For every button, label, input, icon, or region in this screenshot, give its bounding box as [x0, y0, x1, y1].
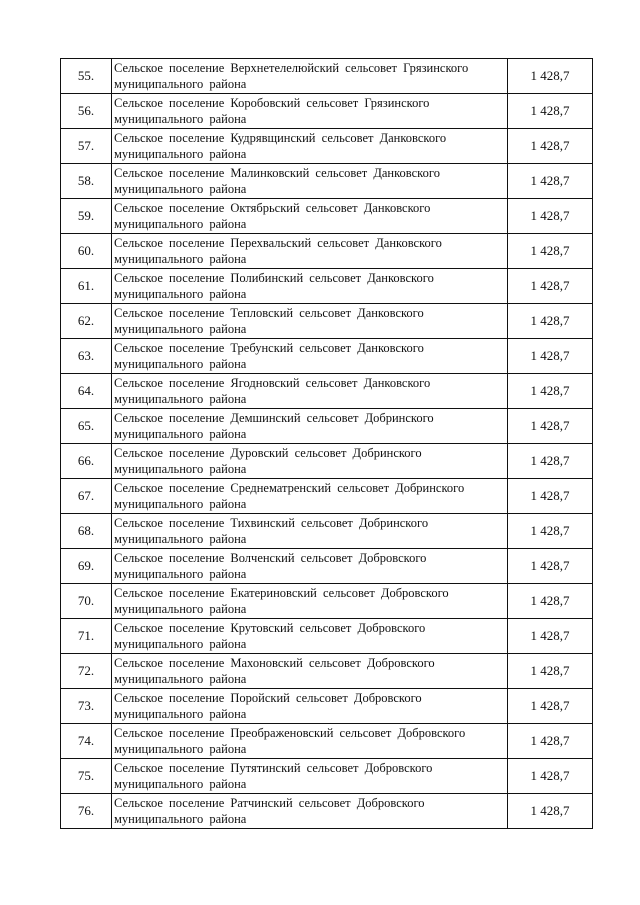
- row-number: 65.: [61, 409, 112, 444]
- table-row: [61, 199, 593, 234]
- row-number: 72.: [61, 654, 112, 689]
- settlement-name: Сельское поселение Полибинский сельсовет Данковского муниципального района: [114, 271, 434, 301]
- row-number: 55.: [61, 59, 112, 94]
- table-row: [61, 234, 593, 269]
- amount-value: 1 428,7: [508, 269, 593, 304]
- settlement-name-cell: [112, 444, 508, 479]
- amount-value: 1 428,7: [508, 234, 593, 269]
- row-number: 56.: [61, 94, 112, 129]
- settlement-name: Сельское поселение Ратчинский сельсовет Добровского муниципального района: [114, 796, 425, 826]
- table-row: [61, 549, 593, 584]
- settlement-name: Сельское поселение Среднематренский сельсовет Добринского муниципального района: [114, 481, 465, 511]
- row-number: 59.: [61, 199, 112, 234]
- table-row: [61, 129, 593, 164]
- settlement-name-cell: [112, 759, 508, 794]
- row-number: 61.: [61, 269, 112, 304]
- row-number: 62.: [61, 304, 112, 339]
- amount-value: 1 428,7: [508, 444, 593, 479]
- settlement-name-cell: [112, 479, 508, 514]
- row-number: 69.: [61, 549, 112, 584]
- table-row: [61, 409, 593, 444]
- settlement-name: Сельское поселение Тепловский сельсовет Данковского муниципального района: [114, 306, 424, 336]
- amount-value: 1 428,7: [508, 164, 593, 199]
- settlement-name: Сельское поселение Верхнетелелюйский сельсовет Грязинского муниципального района: [114, 61, 469, 91]
- amount-value: 1 428,7: [508, 724, 593, 759]
- row-number: 74.: [61, 724, 112, 759]
- settlement-name: Сельское поселение Коробовский сельсовет Грязинского муниципального района: [114, 96, 430, 126]
- row-number: 68.: [61, 514, 112, 549]
- settlement-name-cell: [112, 584, 508, 619]
- table-row: [61, 269, 593, 304]
- table-row: [61, 794, 593, 829]
- row-number: 64.: [61, 374, 112, 409]
- settlement-name: Сельское поселение Кудрявщинский сельсовет Данковского муниципального района: [114, 131, 447, 161]
- row-number: 57.: [61, 129, 112, 164]
- table-row: [61, 619, 593, 654]
- allocation-table: [60, 58, 593, 829]
- settlement-name-cell: [112, 689, 508, 724]
- amount-value: 1 428,7: [508, 759, 593, 794]
- settlement-name: Сельское поселение Перехвальский сельсовет Данковского муниципального района: [114, 236, 442, 266]
- settlement-name: Сельское поселение Требунский сельсовет Данковского муниципального района: [114, 341, 424, 371]
- table-row: [61, 479, 593, 514]
- amount-value: 1 428,7: [508, 374, 593, 409]
- settlement-name-cell: [112, 59, 508, 94]
- settlement-name-cell: [112, 199, 508, 234]
- amount-value: 1 428,7: [508, 584, 593, 619]
- settlement-name-cell: [112, 619, 508, 654]
- settlement-name-cell: [112, 409, 508, 444]
- amount-value: 1 428,7: [508, 94, 593, 129]
- table-row: [61, 514, 593, 549]
- settlement-name-cell: [112, 654, 508, 689]
- amount-value: 1 428,7: [508, 514, 593, 549]
- table-row: [61, 444, 593, 479]
- settlement-name-cell: [112, 269, 508, 304]
- settlement-name: Сельское поселение Демшинский сельсовет Добринского муниципального района: [114, 411, 434, 441]
- settlement-name: Сельское поселение Октябрьский сельсовет Данковского муниципального района: [114, 201, 431, 231]
- table-row: [61, 374, 593, 409]
- table-row: [61, 759, 593, 794]
- settlement-name: Сельское поселение Тихвинский сельсовет Добринского муниципального района: [114, 516, 429, 546]
- row-number: 66.: [61, 444, 112, 479]
- amount-value: 1 428,7: [508, 129, 593, 164]
- amount-value: 1 428,7: [508, 304, 593, 339]
- settlement-name: Сельское поселение Волченский сельсовет Добровского муниципального района: [114, 551, 427, 581]
- settlement-name-cell: [112, 724, 508, 759]
- amount-value: 1 428,7: [508, 59, 593, 94]
- table-row: [61, 304, 593, 339]
- table-row: [61, 339, 593, 374]
- settlement-name-cell: [112, 164, 508, 199]
- amount-value: 1 428,7: [508, 654, 593, 689]
- row-number: 73.: [61, 689, 112, 724]
- row-number: 76.: [61, 794, 112, 829]
- amount-value: 1 428,7: [508, 619, 593, 654]
- table-row: [61, 724, 593, 759]
- table-row: [61, 164, 593, 199]
- settlement-name: Сельское поселение Путятинский сельсовет Добровского муниципального района: [114, 761, 433, 791]
- amount-value: 1 428,7: [508, 199, 593, 234]
- settlement-name-cell: [112, 129, 508, 164]
- row-number: 70.: [61, 584, 112, 619]
- amount-value: 1 428,7: [508, 689, 593, 724]
- settlement-name: Сельское поселение Преображеновский сельсовет Добровского муниципального района: [114, 726, 466, 756]
- settlement-name-cell: [112, 514, 508, 549]
- table-body: [61, 59, 593, 829]
- settlement-name: Сельское поселение Дуровский сельсовет Добринского муниципального района: [114, 446, 422, 476]
- table-row: [61, 689, 593, 724]
- row-number: 58.: [61, 164, 112, 199]
- settlement-name: Сельское поселение Поройский сельсовет Добровского муниципального района: [114, 691, 422, 721]
- settlement-name-cell: [112, 304, 508, 339]
- settlement-name-cell: [112, 549, 508, 584]
- row-number: 75.: [61, 759, 112, 794]
- row-number: 71.: [61, 619, 112, 654]
- row-number: 60.: [61, 234, 112, 269]
- amount-value: 1 428,7: [508, 794, 593, 829]
- row-number: 63.: [61, 339, 112, 374]
- settlement-name-cell: [112, 94, 508, 129]
- settlement-name: Сельское поселение Крутовский сельсовет Добровского муниципального района: [114, 621, 426, 651]
- settlement-name: Сельское поселение Ягодновский сельсовет Данковского муниципального района: [114, 376, 431, 406]
- settlement-name: Сельское поселение Екатериновский сельсовет Добровского муниципального района: [114, 586, 449, 616]
- table-row: [61, 94, 593, 129]
- table-row: [61, 584, 593, 619]
- amount-value: 1 428,7: [508, 549, 593, 584]
- amount-value: 1 428,7: [508, 409, 593, 444]
- settlement-name: Сельское поселение Махоновский сельсовет Добровского муниципального района: [114, 656, 435, 686]
- amount-value: 1 428,7: [508, 479, 593, 514]
- settlement-name: Сельское поселение Малинковский сельсовет Данковского муниципального района: [114, 166, 440, 196]
- table-row: [61, 654, 593, 689]
- amount-value: 1 428,7: [508, 339, 593, 374]
- row-number: 67.: [61, 479, 112, 514]
- table-row: [61, 59, 593, 94]
- settlement-name-cell: [112, 794, 508, 829]
- settlement-name-cell: [112, 339, 508, 374]
- settlement-name-cell: [112, 374, 508, 409]
- settlement-name-cell: [112, 234, 508, 269]
